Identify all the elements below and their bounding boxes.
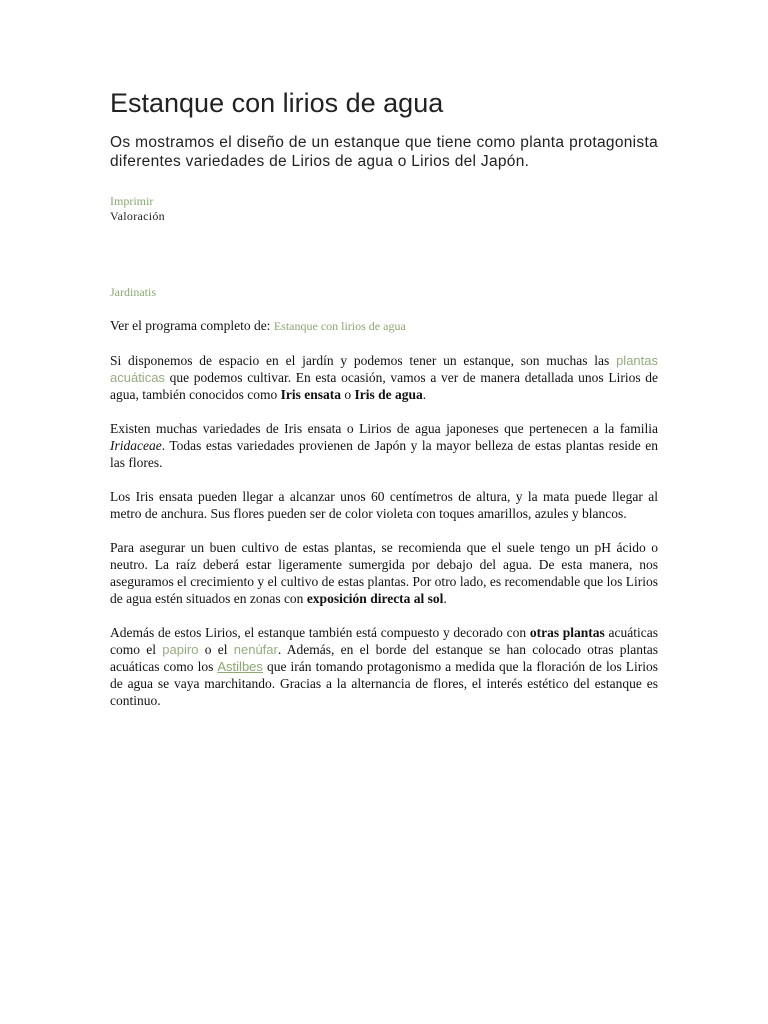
program-line — [110, 317, 658, 335]
text: . Todas estas variedades provienen de Japón y la mayor belleza de estas plantas reside en las flores. — [110, 438, 658, 470]
paragraph-5 — [110, 624, 658, 709]
article-meta — [110, 194, 658, 224]
program-prefix: Ver el programa completo de: — [110, 318, 274, 333]
text: o el — [198, 642, 234, 657]
paragraph-1 — [110, 352, 658, 403]
article-body — [110, 317, 658, 709]
paragraph-2 — [110, 420, 658, 471]
text: que podemos cultivar. En esta ocasión, vamos a ver de manera detallada unos Lirios de agua, también conocidos como — [110, 370, 658, 402]
article — [110, 86, 658, 726]
text: Si disponemos de espacio en el jardín y podemos tener un estanque, son muchas las — [110, 353, 617, 368]
text: . Además, en el borde del estanque se han colocado otras plantas acuáticas como los — [110, 642, 658, 674]
nenufar-link[interactable]: nenúfar — [233, 642, 278, 657]
text: acuáticas como el — [110, 625, 658, 657]
article-subtitle: Os mostramos el diseño de un estanque que tiene como planta protagonista diferentes variedades de Lirios de agua o Lirios del Japón. — [110, 134, 658, 170]
bold-text: Iris de agua — [354, 387, 423, 402]
astilbes-link[interactable]: Astilbes — [217, 659, 263, 674]
text: Los Iris ensata pueden llegar a alcanzar unos 60 centímetros de altura, y la mata puede llegar al metro de anchura. Sus flores pueden ser de color violeta con toques amarillos, azules y blancos. — [110, 489, 658, 521]
text: Para asegurar un buen cultivo de estas plantas, se recomienda que el suele tengo un pH ácido o neutro. La raíz deberá estar ligeramente sumergida por debajo del agua. De esta manera, nos aseguramos el crecimiento y el cultivo de estas plantas. Por otro lado, es recomendable que los Lirios de agua estén situados en zonas con — [110, 540, 658, 606]
rating-label: Valoración — [110, 209, 165, 223]
page-title: Estanque con lirios de agua — [110, 88, 444, 118]
italic-text: Iridaceae — [110, 438, 162, 453]
text: Además de estos Lirios, el estanque también está compuesto y decorado con — [110, 625, 530, 640]
text: . — [422, 387, 427, 402]
program-link[interactable]: Estanque con lirios de agua — [273, 319, 406, 333]
bold-text: otras plantas — [529, 625, 605, 640]
paragraph-3 — [110, 488, 658, 522]
paragraph-4 — [110, 539, 658, 607]
bold-text: exposición directa al sol — [306, 591, 444, 606]
text: Existen muchas variedades de Iris ensata o Lirios de agua japoneses que pertenecen a la familia — [110, 421, 658, 436]
print-link[interactable]: Imprimir — [110, 194, 154, 208]
text: que irán tomando protagonismo a medida que la floración de los Lirios de agua se vaya marchitando. Gracias a la alternancia de flores, el interés estético del estanque es continuo. — [110, 659, 658, 708]
bold-text: Iris ensata — [280, 387, 341, 402]
text: o — [340, 387, 355, 402]
plantas-acuaticas-link[interactable]: plantas acuáticas — [110, 353, 658, 385]
author-link[interactable]: Jardinatis — [110, 285, 156, 299]
text: . — [443, 591, 447, 606]
papiro-link[interactable]: papiro — [162, 642, 199, 657]
